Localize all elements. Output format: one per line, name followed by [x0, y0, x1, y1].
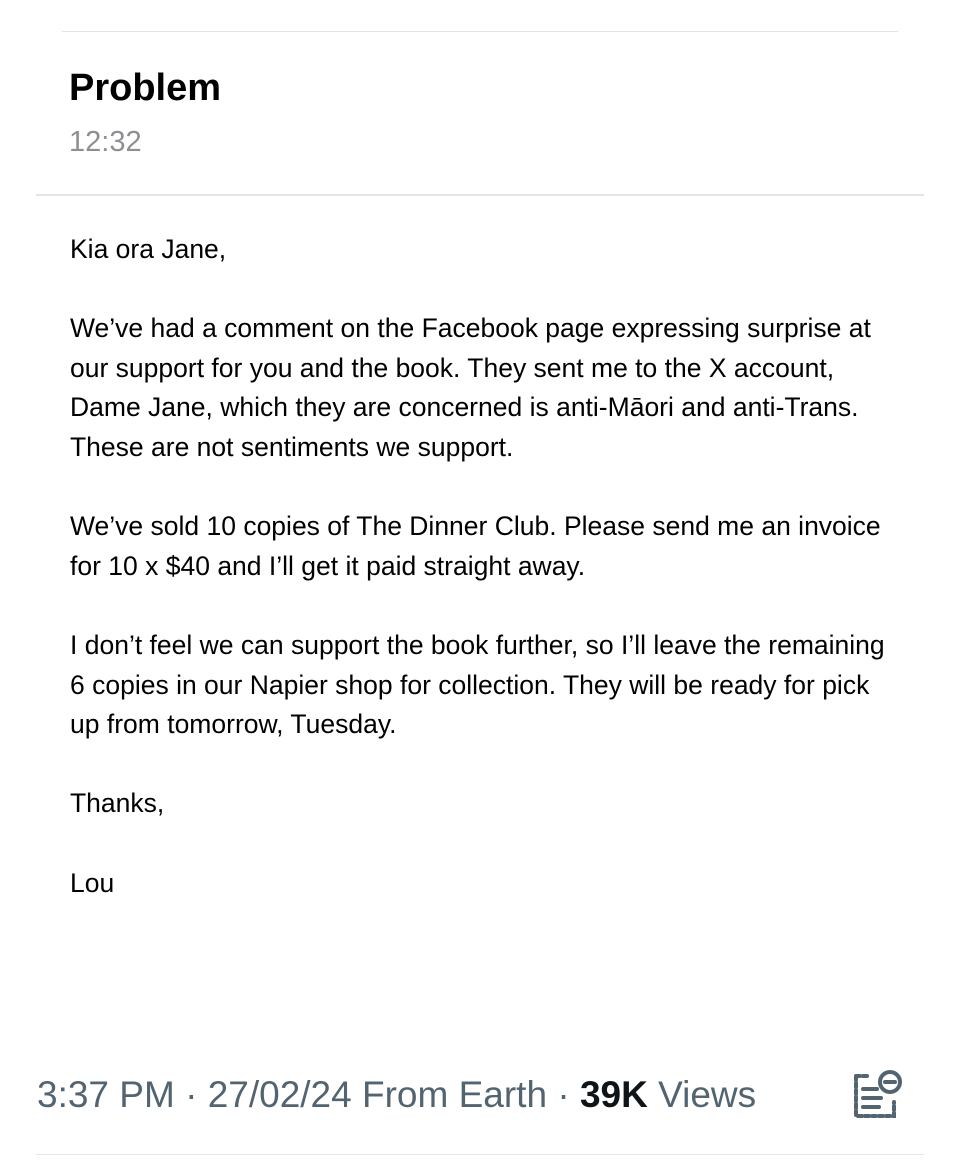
email-greeting: Kia ora Jane, — [70, 234, 227, 264]
views-label: Views — [647, 1074, 757, 1115]
post-source: From Earth — [351, 1074, 548, 1115]
post-time: 3:37 PM — [37, 1074, 175, 1115]
analytics-icon-graphic — [846, 1068, 906, 1124]
email-time: 12:32 — [69, 126, 142, 158]
email-paragraph: I don’t feel we can support the book further, so I’ll leave the remaining 6 copies in our Napier shop for collection. They will be ready for pick up from tomorrow, Tuesday. — [70, 629, 885, 740]
email-header — [69, 62, 221, 162]
views-count: 39K — [579, 1074, 648, 1115]
post-timestamp-link[interactable] — [37, 1074, 352, 1115]
meta-separator: · — [547, 1074, 580, 1115]
top-divider — [62, 31, 898, 32]
email-body — [70, 230, 900, 903]
email-paragraph: We’ve sold 10 copies of The Dinner Club. Please send me an invoice for 10 x $40 and I’ll get it paid straight away. — [70, 511, 881, 581]
email-subject: Problem — [69, 67, 222, 109]
email-signoff: Thanks, — [70, 788, 165, 819]
meta-separator: · — [174, 1074, 208, 1115]
header-divider — [36, 194, 924, 196]
post-analytics-icon[interactable] — [846, 1068, 906, 1124]
email-signature: Lou — [70, 867, 115, 898]
email-paragraph: We’ve had a comment on the Facebook page expressing surprise at our support for you and the book. They sent me to the X account, Dame Jane, which they are concerned is anti-Māori and anti-Trans. These are not sentiments we support. — [70, 313, 871, 462]
post-meta — [37, 1071, 756, 1119]
bottom-divider — [36, 1154, 924, 1155]
post-date: 27/02/24 — [207, 1074, 352, 1115]
